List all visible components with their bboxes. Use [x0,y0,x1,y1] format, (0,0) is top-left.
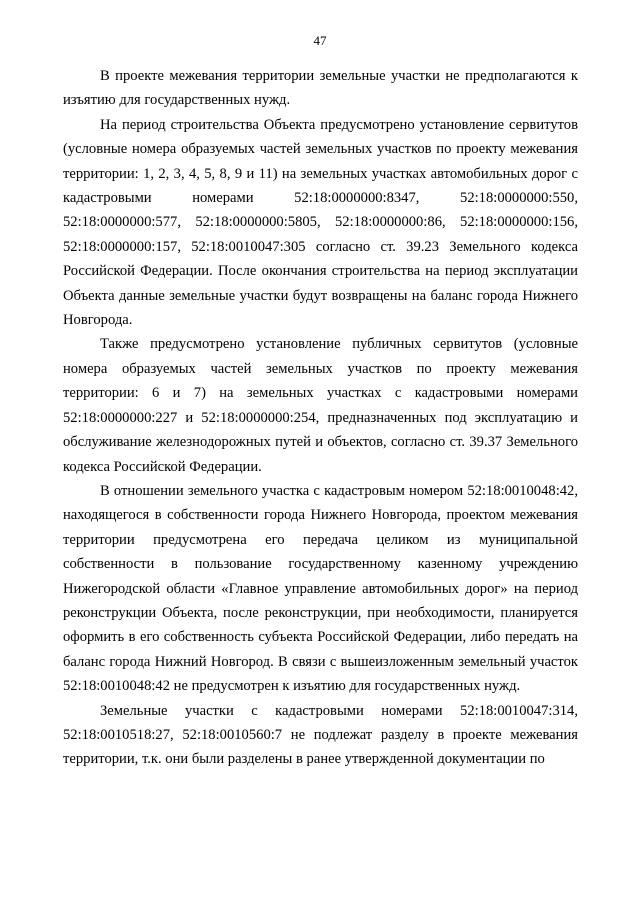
document-body [63,64,578,772]
paragraph-1: В проекте межевания территории земельные участки не предполагаются к изъятию для государственных нужд. [63,68,578,109]
paragraph-3: Также предусмотрено установление публичных сервитутов (условные номера образуемых частей земельных участков по проекту межевания территории: 6 и 7) на земельных участках с кадастровыми номерами 52:18:0000000:227 и 52:18:0000000:254, предназначенных под эксплуатацию и обслуживание железнодорожных путей и объектов, согласно ст. 39.37 Земельного кодекса Российской Федерации. [63,336,578,475]
page-number: 47 [313,33,327,48]
paragraph-4: В отношении земельного участка с кадастровым номером 52:18:0010048:42, находящегося в собственности города Нижнего Новгорода, проектом межевания территории предусмотрена его передача целиком из муниципальной собственности в пользование государственному казенному учреждению Нижегородской области «Главное управление автомобильных дорог» на период реконструкции Объекта, после реконструкции, при необходимости, планируется оформить в его собственность субъекта Российской Федерации, либо передать на баланс города Нижний Новгород. В связи с вышеизложенным земельный участок 52:18:0010048:42 не предусмотрен к изъятию для государственных нужд. [63,482,578,695]
paragraph-5: Земельные участки с кадастровыми номерами 52:18:0010047:314, 52:18:0010518:27, 52:18:0010560:7 не подлежат разделу в проекте межевания территории, т.к. они были разделены в ранее утвержденной документации по [63,702,578,768]
paragraph-2: На период строительства Объекта предусмотрено установление сервитутов (условные номера образуемых частей земельных участков по проекту межевания территории: 1, 2, 3, 4, 5, 8, 9 и 11) на земельных участках автомобильных дорог с кадастровыми номерами 52:18:0000000:8347, 52:18:0000000:550, 52:18:0000000:577, 52:18:0000000:5805, 52:18:0000000:86, 52:18:0000000:156, 52:18:0000000:157, 52:18:0010047:305 согласно ст. 39.23 Земельного кодекса Российской Федерации. После окончания строительства на период эксплуатации Объекта данные земельные участки будут возвращены на баланс города Нижнего Новгорода. [63,116,578,329]
